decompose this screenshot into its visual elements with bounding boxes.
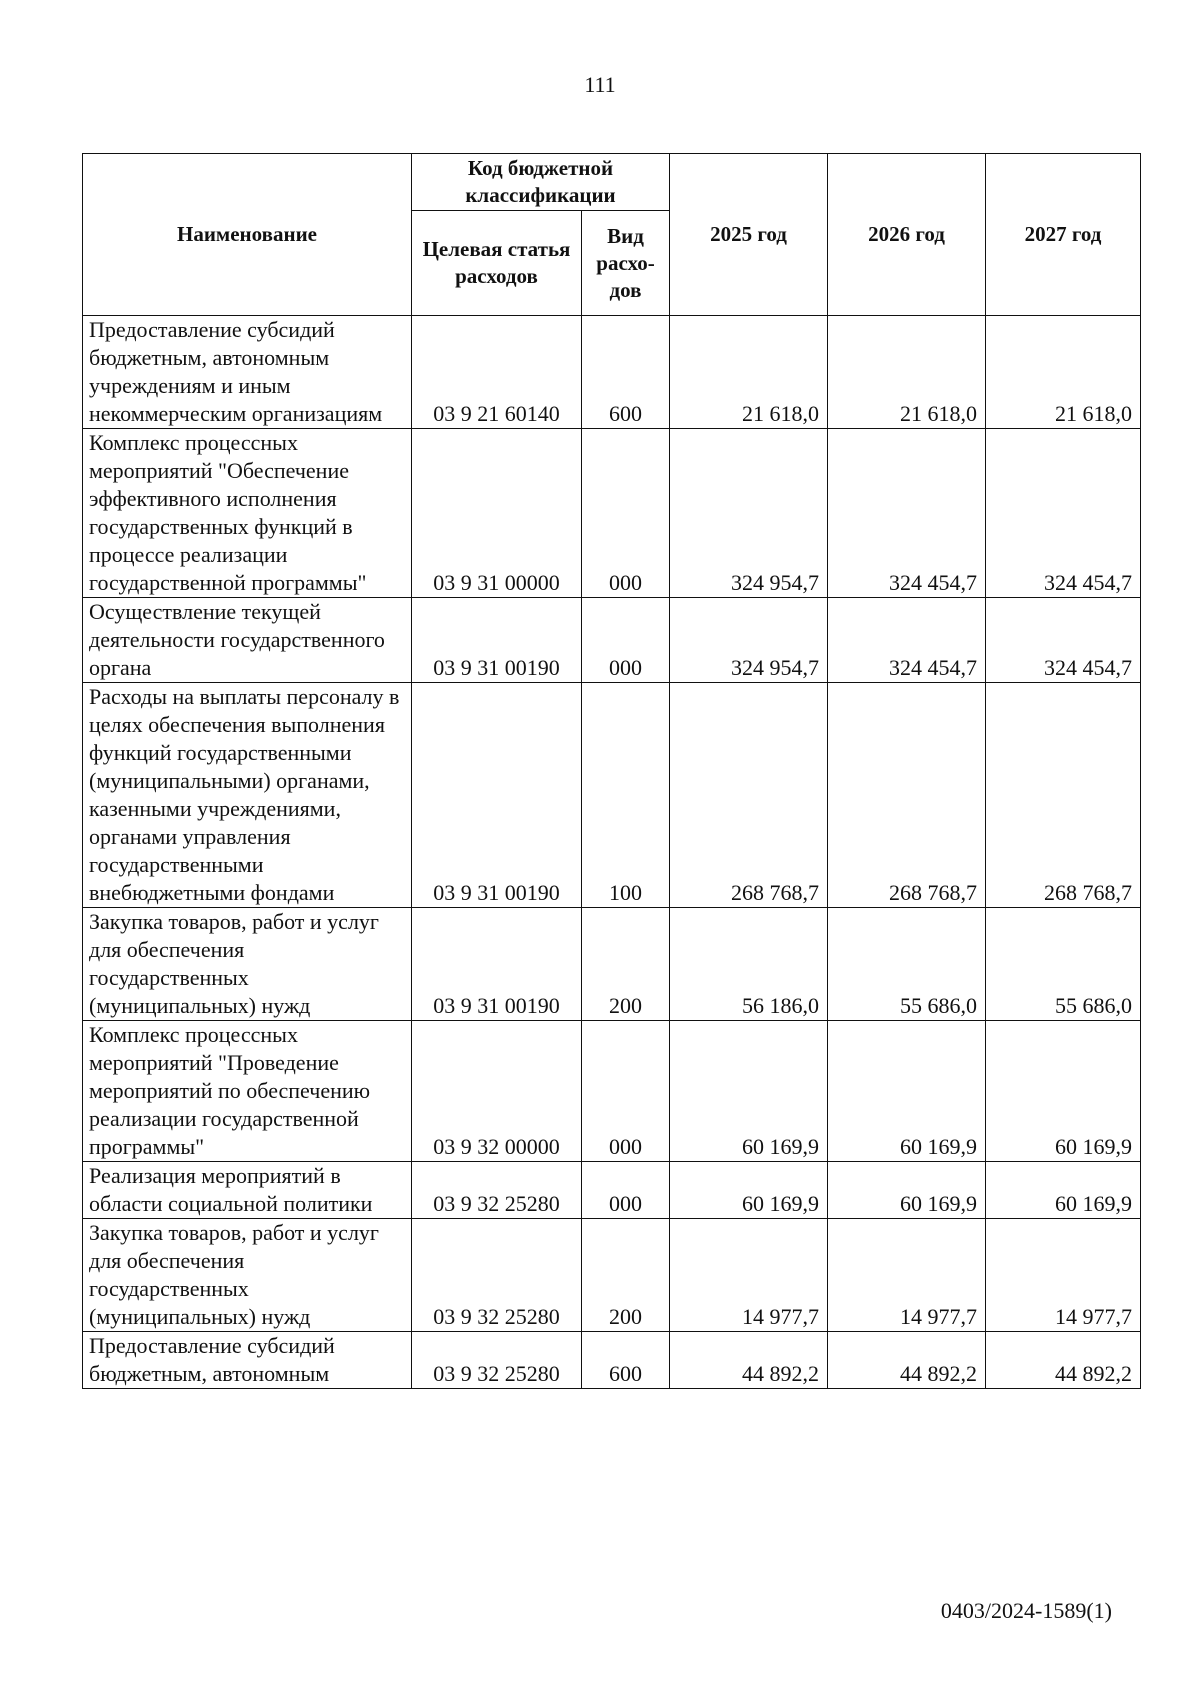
row-expense-type: 600 — [582, 1332, 670, 1389]
row-name: Осуществление текущей деятельности государственного органа — [83, 598, 412, 683]
row-expense-type: 000 — [582, 1162, 670, 1219]
row-expense-type: 000 — [582, 598, 670, 683]
row-value-2025: 44 892,2 — [670, 1332, 828, 1389]
row-expense-type: 000 — [582, 429, 670, 598]
table-row — [83, 429, 1141, 598]
row-value-2027: 14 977,7 — [986, 1219, 1141, 1332]
header-target-article: Целевая статья расходов — [412, 211, 582, 316]
row-value-2027: 60 169,9 — [986, 1021, 1141, 1162]
budget-table — [82, 153, 1141, 1389]
row-value-2025: 324 954,7 — [670, 598, 828, 683]
row-target-article: 03 9 32 00000 — [412, 1021, 582, 1162]
row-value-2027: 21 618,0 — [986, 316, 1141, 429]
row-value-2025: 21 618,0 — [670, 316, 828, 429]
row-name: Расходы на выплаты персоналу в целях обеспечения выполнения функций государственными (муниципальными) органами, казенными учреждениями, органами управления государственными внебюджетными фондами — [83, 683, 412, 908]
row-value-2026: 14 977,7 — [828, 1219, 986, 1332]
row-value-2026: 55 686,0 — [828, 908, 986, 1021]
row-value-2026: 60 169,9 — [828, 1162, 986, 1219]
row-value-2026: 324 454,7 — [828, 429, 986, 598]
row-value-2027: 60 169,9 — [986, 1162, 1141, 1219]
row-value-2026: 268 768,7 — [828, 683, 986, 908]
row-name: Предоставление субсидий бюджетным, автономным — [83, 1332, 412, 1389]
document-reference: 0403/2024-1589(1) — [940, 1598, 1112, 1623]
row-value-2027: 268 768,7 — [986, 683, 1141, 908]
row-target-article: 03 9 31 00190 — [412, 598, 582, 683]
row-target-article: 03 9 32 25280 — [412, 1162, 582, 1219]
header-year-2027: 2027 год — [986, 154, 1141, 316]
row-target-article: 03 9 31 00000 — [412, 429, 582, 598]
header-year-2025: 2025 год — [670, 154, 828, 316]
row-target-article: 03 9 32 25280 — [412, 1332, 582, 1389]
row-name: Реализация мероприятий в области социальной политики — [83, 1162, 412, 1219]
table-row — [83, 1021, 1141, 1162]
header-code-group: Код бюджетной классификации — [412, 154, 670, 211]
row-value-2026: 60 169,9 — [828, 1021, 986, 1162]
header-year-2026: 2026 год — [828, 154, 986, 316]
row-value-2027: 55 686,0 — [986, 908, 1141, 1021]
row-value-2025: 324 954,7 — [670, 429, 828, 598]
row-value-2027: 44 892,2 — [986, 1332, 1141, 1389]
row-name: Комплекс процессных мероприятий "Проведение мероприятий по обеспечению реализации государственной программы" — [83, 1021, 412, 1162]
row-target-article: 03 9 31 00190 — [412, 683, 582, 908]
table-row — [83, 1332, 1141, 1389]
table-row — [83, 908, 1141, 1021]
row-value-2027: 324 454,7 — [986, 429, 1141, 598]
row-target-article: 03 9 31 00190 — [412, 908, 582, 1021]
table-row — [83, 598, 1141, 683]
row-expense-type: 200 — [582, 1219, 670, 1332]
row-name: Комплекс процессных мероприятий "Обеспечение эффективного исполнения государственных функций в процессе реализации государственной программы" — [83, 429, 412, 598]
row-value-2027: 324 454,7 — [986, 598, 1141, 683]
table-row — [83, 1162, 1141, 1219]
row-name: Предоставление субсидий бюджетным, автономным учреждениям и иным некоммерческим организациям — [83, 316, 412, 429]
row-value-2026: 324 454,7 — [828, 598, 986, 683]
row-expense-type: 200 — [582, 908, 670, 1021]
row-value-2025: 60 169,9 — [670, 1021, 828, 1162]
page-number: 111 — [584, 72, 616, 97]
row-value-2025: 268 768,7 — [670, 683, 828, 908]
row-expense-type: 000 — [582, 1021, 670, 1162]
row-target-article: 03 9 21 60140 — [412, 316, 582, 429]
row-target-article: 03 9 32 25280 — [412, 1219, 582, 1332]
row-expense-type: 600 — [582, 316, 670, 429]
row-value-2026: 44 892,2 — [828, 1332, 986, 1389]
row-value-2025: 56 186,0 — [670, 908, 828, 1021]
row-value-2025: 60 169,9 — [670, 1162, 828, 1219]
row-name: Закупка товаров, работ и услуг для обеспечения государственных (муниципальных) нужд — [83, 1219, 412, 1332]
row-expense-type: 100 — [582, 683, 670, 908]
table-header — [83, 154, 1141, 316]
table-body — [83, 316, 1141, 1389]
header-name: Наименование — [83, 154, 412, 316]
header-expense-type: Вид расхо-дов — [582, 211, 670, 316]
table-row — [83, 316, 1141, 429]
row-value-2026: 21 618,0 — [828, 316, 986, 429]
table-row — [83, 683, 1141, 908]
row-value-2025: 14 977,7 — [670, 1219, 828, 1332]
table-row — [83, 1219, 1141, 1332]
row-name: Закупка товаров, работ и услуг для обеспечения государственных (муниципальных) нужд — [83, 908, 412, 1021]
